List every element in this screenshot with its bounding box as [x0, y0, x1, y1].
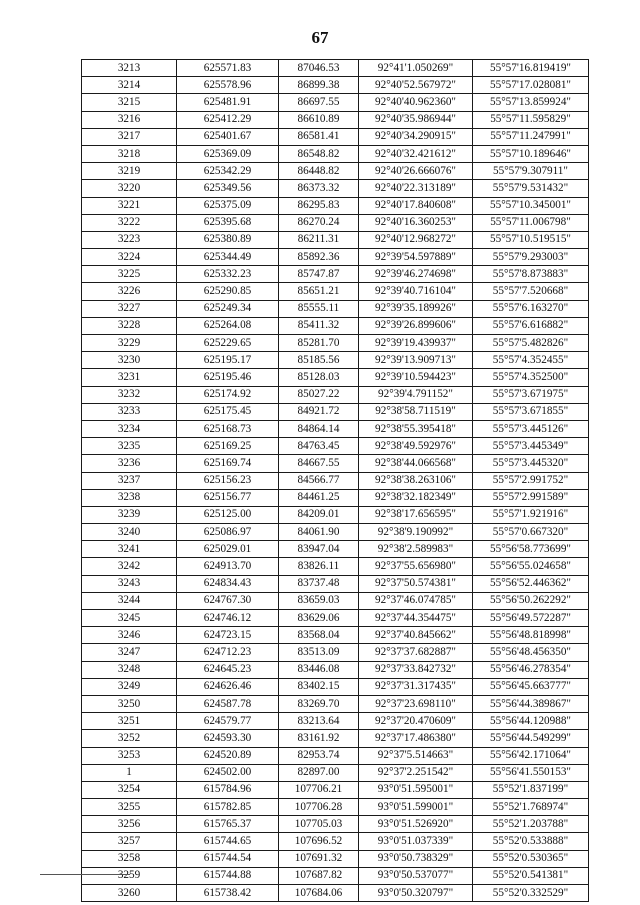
longitude-cell: 92°37'37.682887" — [359, 644, 473, 661]
x-coordinate-cell: 625344.49 — [177, 249, 279, 266]
point-number-cell: 3259 — [82, 867, 177, 884]
longitude-cell: 92°38'55.395418" — [359, 420, 473, 437]
table-row — [82, 558, 589, 575]
table-row — [82, 781, 589, 798]
latitude-cell: 55°56'52.446362" — [473, 575, 589, 592]
x-coordinate-cell: 625175.45 — [177, 403, 279, 420]
point-number-cell: 3249 — [82, 678, 177, 695]
y-coordinate-cell: 83737.48 — [279, 575, 359, 592]
y-coordinate-cell: 107684.06 — [279, 885, 359, 902]
y-coordinate-cell: 85747.87 — [279, 266, 359, 283]
table-row — [82, 386, 589, 403]
longitude-cell: 92°37'23.698110" — [359, 695, 473, 712]
x-coordinate-cell: 615744.65 — [177, 833, 279, 850]
table-row — [82, 730, 589, 747]
point-number-cell: 3238 — [82, 489, 177, 506]
x-coordinate-cell: 625156.23 — [177, 472, 279, 489]
table-row — [82, 420, 589, 437]
longitude-cell: 93°0'51.526920" — [359, 816, 473, 833]
point-number-cell: 3236 — [82, 455, 177, 472]
table-row — [82, 661, 589, 678]
x-coordinate-cell: 625380.89 — [177, 231, 279, 248]
table-row — [82, 885, 589, 902]
y-coordinate-cell: 86295.83 — [279, 197, 359, 214]
latitude-cell: 55°56'48.818998" — [473, 627, 589, 644]
table-row — [82, 678, 589, 695]
y-coordinate-cell: 86697.55 — [279, 94, 359, 111]
table-row — [82, 506, 589, 523]
y-coordinate-cell: 83513.09 — [279, 644, 359, 661]
footer-rule — [40, 874, 130, 875]
latitude-cell: 55°57'9.531432" — [473, 180, 589, 197]
latitude-cell: 55°56'55.024658" — [473, 558, 589, 575]
table-row — [82, 575, 589, 592]
latitude-cell: 55°57'3.445349" — [473, 438, 589, 455]
table-row — [82, 627, 589, 644]
point-number-cell: 3253 — [82, 747, 177, 764]
latitude-cell: 55°57'2.991589" — [473, 489, 589, 506]
y-coordinate-cell: 107696.52 — [279, 833, 359, 850]
y-coordinate-cell: 86211.31 — [279, 231, 359, 248]
y-coordinate-cell: 85185.56 — [279, 352, 359, 369]
latitude-cell: 55°52'1.203788" — [473, 816, 589, 833]
longitude-cell: 92°38'2.589983" — [359, 541, 473, 558]
y-coordinate-cell: 84667.55 — [279, 455, 359, 472]
latitude-cell: 55°57'1.921916" — [473, 506, 589, 523]
x-coordinate-cell: 625174.92 — [177, 386, 279, 403]
longitude-cell: 92°39'19.439937" — [359, 335, 473, 352]
point-number-cell: 3229 — [82, 335, 177, 352]
x-coordinate-cell: 625125.00 — [177, 506, 279, 523]
y-coordinate-cell: 84763.45 — [279, 438, 359, 455]
table-row — [82, 799, 589, 816]
table-row — [82, 317, 589, 334]
point-number-cell: 3246 — [82, 627, 177, 644]
point-number-cell: 3252 — [82, 730, 177, 747]
longitude-cell: 92°40'40.962360" — [359, 94, 473, 111]
y-coordinate-cell: 83269.70 — [279, 695, 359, 712]
y-coordinate-cell: 85555.11 — [279, 300, 359, 317]
latitude-cell: 55°57'16.819419" — [473, 60, 589, 77]
x-coordinate-cell: 615738.42 — [177, 885, 279, 902]
longitude-cell: 92°37'40.845662" — [359, 627, 473, 644]
latitude-cell: 55°57'10.345001" — [473, 197, 589, 214]
y-coordinate-cell: 83161.92 — [279, 730, 359, 747]
latitude-cell: 55°57'3.445320" — [473, 455, 589, 472]
table-row — [82, 644, 589, 661]
longitude-cell: 92°40'32.421612" — [359, 145, 473, 162]
x-coordinate-cell: 624520.89 — [177, 747, 279, 764]
y-coordinate-cell: 86448.82 — [279, 163, 359, 180]
longitude-cell: 92°40'12.968272" — [359, 231, 473, 248]
longitude-cell: 92°40'35.986944" — [359, 111, 473, 128]
point-number-cell: 3239 — [82, 506, 177, 523]
latitude-cell: 55°56'50.262292" — [473, 592, 589, 609]
y-coordinate-cell: 83947.04 — [279, 541, 359, 558]
point-number-cell: 3214 — [82, 77, 177, 94]
table-row — [82, 541, 589, 558]
point-number-cell: 3260 — [82, 885, 177, 902]
y-coordinate-cell: 85892.36 — [279, 249, 359, 266]
table-row — [82, 592, 589, 609]
point-number-cell: 3243 — [82, 575, 177, 592]
table-row — [82, 180, 589, 197]
latitude-cell: 55°52'0.541381" — [473, 867, 589, 884]
x-coordinate-cell: 615744.88 — [177, 867, 279, 884]
table-row — [82, 438, 589, 455]
latitude-cell: 55°57'13.859924" — [473, 94, 589, 111]
latitude-cell: 55°56'46.278354" — [473, 661, 589, 678]
point-number-cell: 3226 — [82, 283, 177, 300]
table-row — [82, 352, 589, 369]
point-number-cell: 3235 — [82, 438, 177, 455]
table-row — [82, 163, 589, 180]
y-coordinate-cell: 84864.14 — [279, 420, 359, 437]
longitude-cell: 92°40'34.290915" — [359, 128, 473, 145]
y-coordinate-cell: 86373.32 — [279, 180, 359, 197]
longitude-cell: 92°37'50.574381" — [359, 575, 473, 592]
table-row — [82, 764, 589, 781]
latitude-cell: 55°52'0.530365" — [473, 850, 589, 867]
x-coordinate-cell: 625349.56 — [177, 180, 279, 197]
y-coordinate-cell: 86548.82 — [279, 145, 359, 162]
y-coordinate-cell: 84461.25 — [279, 489, 359, 506]
y-coordinate-cell: 107691.32 — [279, 850, 359, 867]
longitude-cell: 92°40'26.666076" — [359, 163, 473, 180]
point-number-cell: 3225 — [82, 266, 177, 283]
y-coordinate-cell: 84566.77 — [279, 472, 359, 489]
latitude-cell: 55°57'2.991752" — [473, 472, 589, 489]
x-coordinate-cell: 615784.96 — [177, 781, 279, 798]
y-coordinate-cell: 84921.72 — [279, 403, 359, 420]
y-coordinate-cell: 85651.21 — [279, 283, 359, 300]
latitude-cell: 55°57'11.247991" — [473, 128, 589, 145]
x-coordinate-cell: 624593.30 — [177, 730, 279, 747]
point-number-cell: 3222 — [82, 214, 177, 231]
point-number-cell: 3224 — [82, 249, 177, 266]
point-number-cell: 3254 — [82, 781, 177, 798]
point-number-cell: 3215 — [82, 94, 177, 111]
longitude-cell: 92°39'46.274698" — [359, 266, 473, 283]
point-number-cell: 3219 — [82, 163, 177, 180]
longitude-cell: 93°0'51.599001" — [359, 799, 473, 816]
table-row — [82, 867, 589, 884]
latitude-cell: 55°57'9.293003" — [473, 249, 589, 266]
longitude-cell: 92°39'54.597889" — [359, 249, 473, 266]
table-row — [82, 266, 589, 283]
x-coordinate-cell: 624746.12 — [177, 610, 279, 627]
table-row — [82, 197, 589, 214]
longitude-cell: 92°37'20.470609" — [359, 713, 473, 730]
latitude-cell: 55°57'10.519515" — [473, 231, 589, 248]
x-coordinate-cell: 625571.83 — [177, 60, 279, 77]
point-number-cell: 3232 — [82, 386, 177, 403]
coordinates-table — [81, 59, 589, 902]
longitude-cell: 92°40'17.840608" — [359, 197, 473, 214]
x-coordinate-cell: 625168.73 — [177, 420, 279, 437]
point-number-cell: 3213 — [82, 60, 177, 77]
latitude-cell: 55°57'0.667320" — [473, 524, 589, 541]
x-coordinate-cell: 625578.96 — [177, 77, 279, 94]
point-number-cell: 3228 — [82, 317, 177, 334]
longitude-cell: 92°37'33.842732" — [359, 661, 473, 678]
latitude-cell: 55°57'4.352500" — [473, 369, 589, 386]
x-coordinate-cell: 625342.29 — [177, 163, 279, 180]
x-coordinate-cell: 625029.01 — [177, 541, 279, 558]
longitude-cell: 93°0'51.595001" — [359, 781, 473, 798]
point-number-cell: 3223 — [82, 231, 177, 248]
longitude-cell: 92°39'10.594423" — [359, 369, 473, 386]
y-coordinate-cell: 85027.22 — [279, 386, 359, 403]
point-number-cell: 3251 — [82, 713, 177, 730]
table-row — [82, 816, 589, 833]
x-coordinate-cell: 624502.00 — [177, 764, 279, 781]
table-row — [82, 128, 589, 145]
table-row — [82, 77, 589, 94]
point-number-cell: 3256 — [82, 816, 177, 833]
y-coordinate-cell: 107706.21 — [279, 781, 359, 798]
page-number: 67 — [311, 28, 329, 47]
latitude-cell: 55°56'45.663777" — [473, 678, 589, 695]
y-coordinate-cell: 83568.04 — [279, 627, 359, 644]
x-coordinate-cell: 625401.67 — [177, 128, 279, 145]
point-number-cell: 3244 — [82, 592, 177, 609]
longitude-cell: 93°0'50.738329" — [359, 850, 473, 867]
y-coordinate-cell: 86899.38 — [279, 77, 359, 94]
y-coordinate-cell: 83446.08 — [279, 661, 359, 678]
latitude-cell: 55°56'44.549299" — [473, 730, 589, 747]
longitude-cell: 92°37'55.656980" — [359, 558, 473, 575]
point-number-cell: 3248 — [82, 661, 177, 678]
longitude-cell: 92°38'9.190992" — [359, 524, 473, 541]
coordinates-table-body — [82, 60, 589, 902]
x-coordinate-cell: 625086.97 — [177, 524, 279, 541]
x-coordinate-cell: 624626.46 — [177, 678, 279, 695]
longitude-cell: 92°38'49.592976" — [359, 438, 473, 455]
longitude-cell: 92°37'31.317435" — [359, 678, 473, 695]
longitude-cell: 92°37'2.251542" — [359, 764, 473, 781]
table-row — [82, 94, 589, 111]
x-coordinate-cell: 625195.46 — [177, 369, 279, 386]
x-coordinate-cell: 625264.08 — [177, 317, 279, 334]
x-coordinate-cell: 625369.09 — [177, 145, 279, 162]
latitude-cell: 55°57'3.671975" — [473, 386, 589, 403]
x-coordinate-cell: 625249.34 — [177, 300, 279, 317]
table-row — [82, 335, 589, 352]
latitude-cell: 55°57'10.189646" — [473, 145, 589, 162]
y-coordinate-cell: 107706.28 — [279, 799, 359, 816]
x-coordinate-cell: 625156.77 — [177, 489, 279, 506]
point-number-cell: 3255 — [82, 799, 177, 816]
x-coordinate-cell: 625195.17 — [177, 352, 279, 369]
longitude-cell: 92°40'52.567972" — [359, 77, 473, 94]
x-coordinate-cell: 625290.85 — [177, 283, 279, 300]
latitude-cell: 55°57'11.595829" — [473, 111, 589, 128]
longitude-cell: 92°40'16.360253" — [359, 214, 473, 231]
point-number-cell: 3217 — [82, 128, 177, 145]
longitude-cell: 92°39'13.909713" — [359, 352, 473, 369]
table-row — [82, 249, 589, 266]
point-number-cell: 3250 — [82, 695, 177, 712]
x-coordinate-cell: 625481.91 — [177, 94, 279, 111]
point-number-cell: 3234 — [82, 420, 177, 437]
table-row — [82, 850, 589, 867]
latitude-cell: 55°56'41.550153" — [473, 764, 589, 781]
latitude-cell: 55°52'1.837199" — [473, 781, 589, 798]
latitude-cell: 55°56'42.171064" — [473, 747, 589, 764]
point-number-cell: 3257 — [82, 833, 177, 850]
longitude-cell: 92°38'17.656595" — [359, 506, 473, 523]
x-coordinate-cell: 625395.68 — [177, 214, 279, 231]
latitude-cell: 55°52'0.332529" — [473, 885, 589, 902]
longitude-cell: 92°39'35.189926" — [359, 300, 473, 317]
table-row — [82, 145, 589, 162]
table-row — [82, 472, 589, 489]
y-coordinate-cell: 107705.03 — [279, 816, 359, 833]
latitude-cell: 55°57'7.520668" — [473, 283, 589, 300]
table-row — [82, 403, 589, 420]
point-number-cell: 3216 — [82, 111, 177, 128]
point-number-cell: 3221 — [82, 197, 177, 214]
y-coordinate-cell: 85281.70 — [279, 335, 359, 352]
latitude-cell: 55°56'58.773699" — [473, 541, 589, 558]
latitude-cell: 55°52'1.768974" — [473, 799, 589, 816]
y-coordinate-cell: 86610.89 — [279, 111, 359, 128]
longitude-cell: 92°37'44.354475" — [359, 610, 473, 627]
point-number-cell: 3247 — [82, 644, 177, 661]
y-coordinate-cell: 87046.53 — [279, 60, 359, 77]
point-number-cell: 3237 — [82, 472, 177, 489]
y-coordinate-cell: 86270.24 — [279, 214, 359, 231]
longitude-cell: 92°38'38.263106" — [359, 472, 473, 489]
y-coordinate-cell: 86581.41 — [279, 128, 359, 145]
table-row — [82, 111, 589, 128]
table-row — [82, 60, 589, 77]
x-coordinate-cell: 624579.77 — [177, 713, 279, 730]
latitude-cell: 55°56'49.572287" — [473, 610, 589, 627]
y-coordinate-cell: 83659.03 — [279, 592, 359, 609]
longitude-cell: 92°37'5.514663" — [359, 747, 473, 764]
point-number-cell: 3220 — [82, 180, 177, 197]
latitude-cell: 55°57'6.616882" — [473, 317, 589, 334]
y-coordinate-cell: 83629.06 — [279, 610, 359, 627]
x-coordinate-cell: 615765.37 — [177, 816, 279, 833]
x-coordinate-cell: 624913.70 — [177, 558, 279, 575]
y-coordinate-cell: 83213.64 — [279, 713, 359, 730]
latitude-cell: 55°57'3.445126" — [473, 420, 589, 437]
table-row — [82, 695, 589, 712]
latitude-cell: 55°57'9.307911" — [473, 163, 589, 180]
table-row — [82, 455, 589, 472]
latitude-cell: 55°57'11.006798" — [473, 214, 589, 231]
point-number-cell: 3242 — [82, 558, 177, 575]
x-coordinate-cell: 625229.65 — [177, 335, 279, 352]
x-coordinate-cell: 625375.09 — [177, 197, 279, 214]
table-row — [82, 833, 589, 850]
x-coordinate-cell: 624712.23 — [177, 644, 279, 661]
point-number-cell: 3231 — [82, 369, 177, 386]
y-coordinate-cell: 82953.74 — [279, 747, 359, 764]
x-coordinate-cell: 625169.25 — [177, 438, 279, 455]
longitude-cell: 92°39'40.716104" — [359, 283, 473, 300]
longitude-cell: 92°39'4.791152" — [359, 386, 473, 403]
x-coordinate-cell: 615782.85 — [177, 799, 279, 816]
table-row — [82, 231, 589, 248]
latitude-cell: 55°57'6.163270" — [473, 300, 589, 317]
longitude-cell: 93°0'51.037339" — [359, 833, 473, 850]
y-coordinate-cell: 84061.90 — [279, 524, 359, 541]
x-coordinate-cell: 624767.30 — [177, 592, 279, 609]
y-coordinate-cell: 107687.82 — [279, 867, 359, 884]
longitude-cell: 92°37'17.486380" — [359, 730, 473, 747]
x-coordinate-cell: 624587.78 — [177, 695, 279, 712]
x-coordinate-cell: 625332.23 — [177, 266, 279, 283]
y-coordinate-cell: 83826.11 — [279, 558, 359, 575]
x-coordinate-cell: 624723.15 — [177, 627, 279, 644]
latitude-cell: 55°57'8.873883" — [473, 266, 589, 283]
table-row — [82, 524, 589, 541]
longitude-cell: 92°38'32.182349" — [359, 489, 473, 506]
point-number-cell: 3240 — [82, 524, 177, 541]
point-number-cell: 3241 — [82, 541, 177, 558]
table-row — [82, 214, 589, 231]
point-number-cell: 3230 — [82, 352, 177, 369]
point-number-cell: 3245 — [82, 610, 177, 627]
y-coordinate-cell: 84209.01 — [279, 506, 359, 523]
y-coordinate-cell: 82897.00 — [279, 764, 359, 781]
longitude-cell: 92°37'46.074785" — [359, 592, 473, 609]
longitude-cell: 92°40'22.313189" — [359, 180, 473, 197]
x-coordinate-cell: 624834.43 — [177, 575, 279, 592]
point-number-cell: 3218 — [82, 145, 177, 162]
latitude-cell: 55°57'3.671855" — [473, 403, 589, 420]
latitude-cell: 55°56'44.389867" — [473, 695, 589, 712]
latitude-cell: 55°57'4.352455" — [473, 352, 589, 369]
point-number-cell: 3233 — [82, 403, 177, 420]
table-row — [82, 713, 589, 730]
table-row — [82, 369, 589, 386]
longitude-cell: 92°38'44.066568" — [359, 455, 473, 472]
latitude-cell: 55°56'44.120988" — [473, 713, 589, 730]
point-number-cell: 3227 — [82, 300, 177, 317]
longitude-cell: 92°38'58.711519" — [359, 403, 473, 420]
x-coordinate-cell: 625412.29 — [177, 111, 279, 128]
table-row — [82, 300, 589, 317]
longitude-cell: 93°0'50.537077" — [359, 867, 473, 884]
y-coordinate-cell: 85411.32 — [279, 317, 359, 334]
latitude-cell: 55°56'48.456350" — [473, 644, 589, 661]
longitude-cell: 92°41'1.050269" — [359, 60, 473, 77]
y-coordinate-cell: 83402.15 — [279, 678, 359, 695]
point-number-cell: 3258 — [82, 850, 177, 867]
point-number-cell: 1 — [82, 764, 177, 781]
table-row — [82, 489, 589, 506]
x-coordinate-cell: 625169.74 — [177, 455, 279, 472]
longitude-cell: 92°39'26.899606" — [359, 317, 473, 334]
x-coordinate-cell: 615744.54 — [177, 850, 279, 867]
latitude-cell: 55°57'17.028081" — [473, 77, 589, 94]
table-row — [82, 610, 589, 627]
x-coordinate-cell: 624645.23 — [177, 661, 279, 678]
latitude-cell: 55°52'0.533888" — [473, 833, 589, 850]
y-coordinate-cell: 85128.03 — [279, 369, 359, 386]
latitude-cell: 55°57'5.482826" — [473, 335, 589, 352]
table-row — [82, 747, 589, 764]
longitude-cell: 93°0'50.320797" — [359, 885, 473, 902]
table-row — [82, 283, 589, 300]
